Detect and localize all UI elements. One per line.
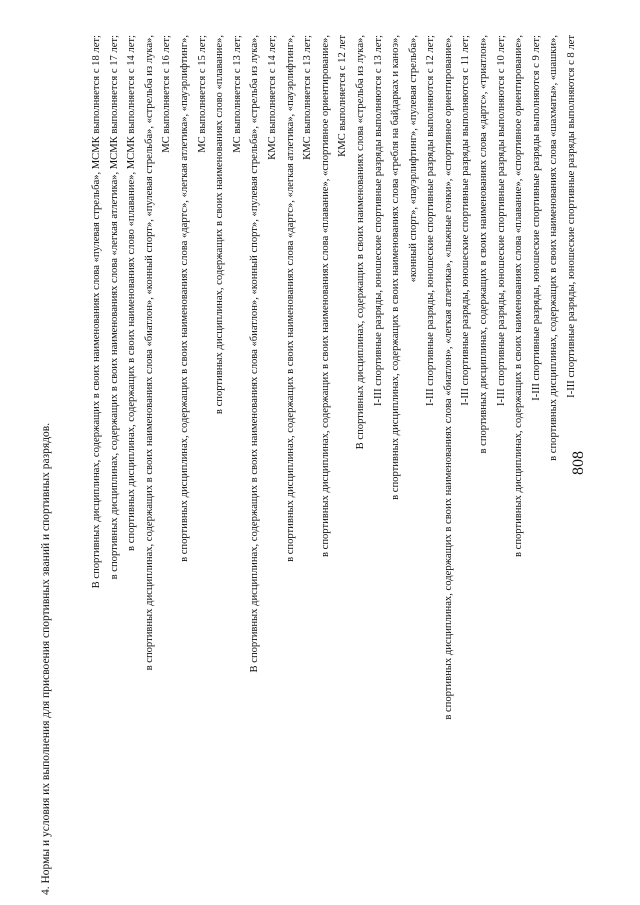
text-line: в спортивных дисциплинах, содержащих в своих наименованиях слова «биатлон», «конный спорт», «пулевая стрельба», «стрельба из лука», — [143, 35, 155, 671]
text-line: В спортивных дисциплинах, содержащих в своих наименованиях слова «биатлон», «конный спорт», «пулевая стрельба», «стрельба из лука», — [249, 35, 261, 673]
text-line: КМС выполняется с 12 лет — [337, 35, 349, 157]
text-line: КМС выполняется с 14 лет; — [266, 35, 278, 160]
text-line: I-III спортивные разряды, юношеские спортивные разряды выполняются с 11 лет; — [460, 35, 472, 406]
rotated-content — [40, 35, 600, 895]
text-line: МС выполняется с 16 лет; — [161, 35, 173, 153]
text-line: I-III спортивные разряды, юношеские спортивные разряды выполняются с 8 лет — [566, 35, 578, 398]
norms-text-block — [88, 35, 581, 895]
text-line: в спортивных дисциплинах, содержащих в своих наименованиях слова «биатлон», «легкая атлетика», «лыжные гонки», «спортивное ориентирование», — [442, 35, 454, 720]
text-line: в спортивных дисциплинах, содержащих в своих наименованиях слова «гребля на байдарках и каноэ», — [390, 35, 402, 500]
text-line: в спортивных дисциплинах, содержащих в своих наименованиях слова «дартс», «легкая атлетика», «пауэрлифтинг», — [178, 35, 190, 562]
text-line: в спортивных дисциплинах, содержащих в своих наименованиях слова «дартс», «легкая атлетика», «пауэрлифтинг», — [284, 35, 296, 562]
text-line: в спортивных дисциплинах, содержащих в своих наименованиях слова «плавание», «спортивное ориентирование», — [319, 35, 331, 558]
section-heading: 4. Нормы и условия их выполнения для присвоения спортивных званий и спортивных разрядов. — [40, 422, 52, 895]
text-line: КМС выполняется с 13 лет; — [302, 35, 314, 160]
text-line: в спортивных дисциплинах, содержащих в своих наименованиях слова «плавание», «спортивное ориентирование», — [513, 35, 525, 558]
text-line: I-III спортивные разряды, юношеские спортивные разряды выполняются с 9 лет; — [530, 35, 542, 401]
text-line: В спортивных дисциплинах, содержащих в своих наименованиях слова «пулевая стрельба», МСМК выполняется с 18 лет; — [91, 35, 102, 589]
text-line: в спортивных дисциплинах, содержащих в своих наименованиях слово «плавание», МСМК выполняется с 14 лет; — [126, 35, 138, 551]
text-line: «конный спорт», «пауэрлифтинг», «пулевая стрельба», — [407, 35, 419, 283]
text-line: I-III спортивные разряды, юношеские спортивные разряды выполняются с 12 лет; — [425, 35, 437, 407]
text-line: в спортивных дисциплинах, содержащих в своих наименованиях слова «дартс», «триатлон», — [478, 35, 490, 454]
text-line: в спортивных дисциплинах, содержащих в своих наименованиях слово «плавание», — [214, 35, 226, 415]
page-number: 808 — [570, 451, 587, 475]
text-line: I-III спортивные разряды, юношеские спортивные разряды выполняются с 13 лет; — [372, 35, 384, 407]
text-line: МС выполняется с 13 лет; — [231, 35, 243, 153]
text-line: I-III спортивные разряды, юношеские спортивные разряды выполняются с 10 лет; — [495, 35, 507, 407]
text-line: МС выполняется с 15 лет; — [196, 35, 208, 153]
text-line: в спортивных дисциплинах, содержащих в своих наименованиях слова «шахматы», «шашки», — [548, 35, 560, 461]
text-line: в спортивных дисциплинах, содержащих в своих наименованиях слова «легкая атлетика», МСМК выполняется с 17 лет; — [108, 35, 120, 580]
text-line: В спортивных дисциплинах, содержащих в своих наименованиях слова «стрельба из лука», — [354, 35, 366, 450]
